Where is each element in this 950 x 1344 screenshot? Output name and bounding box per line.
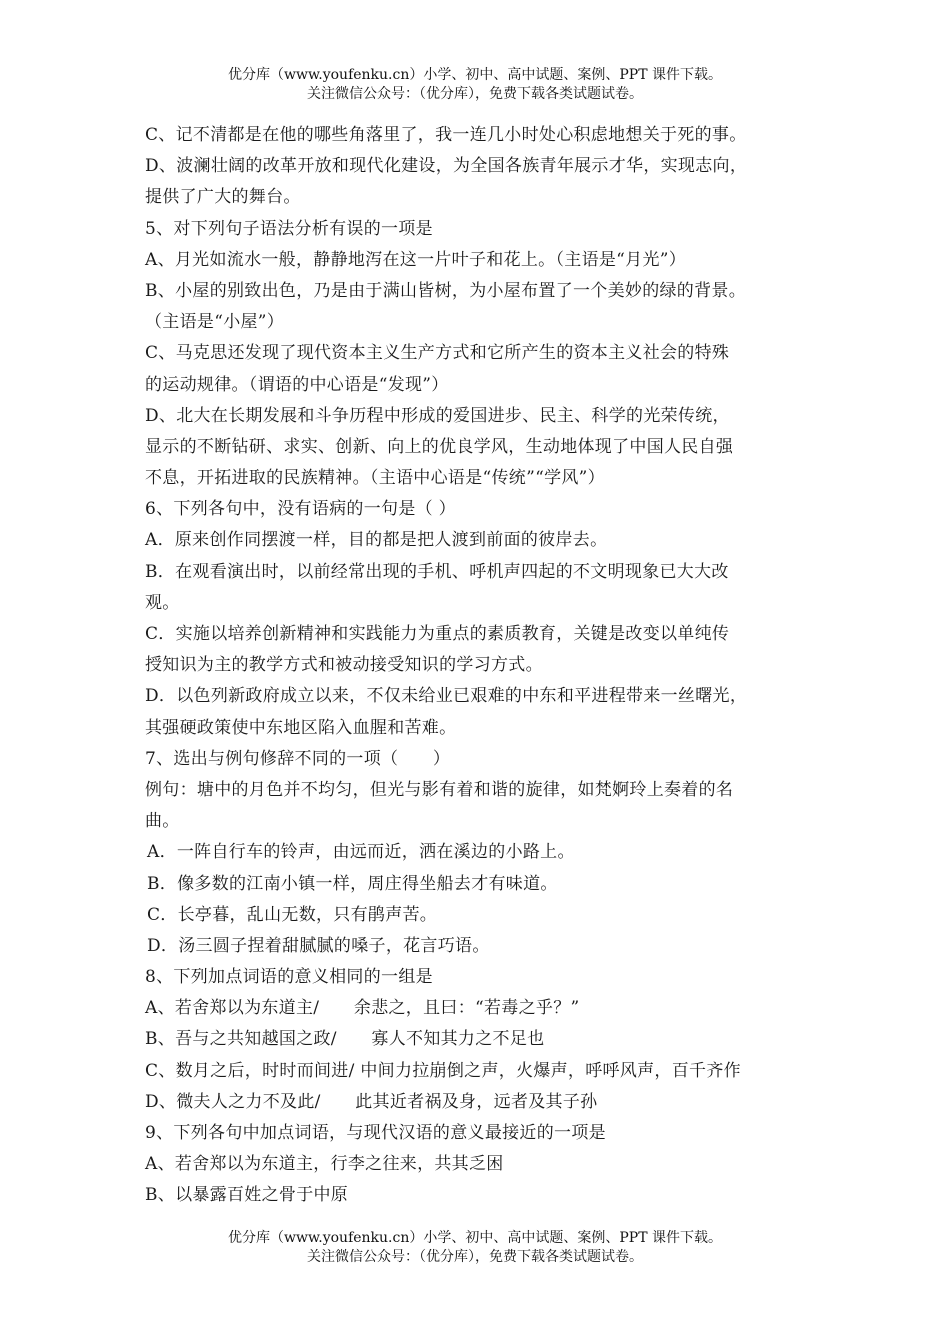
text-line: C、数月之后，时时而间进/ 中间力拉崩倒之声，火爆声，呼呼风声，百千齐作	[145, 1060, 741, 1081]
text-line: 的运动规律。（谓语的中心语是“发现”）	[145, 374, 449, 395]
text-line: C．实施以培养创新精神和实践能力为重点的素质教育，关键是改变以单纯传	[145, 624, 730, 644]
text-line: D、北大在长期发展和斗争历程中形成的爱国进步、民主、科学的光荣传统，	[145, 405, 730, 426]
question-7-heading: 7、选出与例句修辞不同的一项（ ）	[145, 748, 451, 769]
text-line: C、记不清都是在他的哪些角落里了，我一连几小时处心积虑地想关于死的事。	[145, 125, 747, 145]
text-line: 授知识为主的教学方式和被动接受知识的学习方式。	[145, 655, 543, 676]
question-9-heading: 9、下列各句中加点词语，与现代汉语的意义最接近的一项是	[145, 1123, 606, 1143]
text-line: 观。	[145, 592, 180, 613]
question-8-heading: 8、下列加点词语的意义相同的一组是	[145, 967, 433, 988]
text-line: B、吾与之共知越国之政/ 寡人不知其力之不足也	[145, 1029, 545, 1050]
text-line: C、马克思还发现了现代资本主义生产方式和它所产生的资本主义社会的特殊	[145, 343, 730, 364]
text-line: （主语是“小屋”）	[145, 312, 285, 333]
header-line-1: 优分库（www.youfenku.cn）小学、初中、高中试题、案例、PPT 课件下载。	[227, 67, 722, 83]
text-line: B、以暴露百姓之骨于中原	[145, 1185, 349, 1206]
page-footer	[0, 1229, 950, 1267]
text-line: A、月光如流水一般，静静地泻在这一片叶子和花上。（主语是“月光”）	[145, 249, 687, 270]
document-body	[145, 120, 815, 1212]
footer-line-2: 关注微信公众号：（优分库），免费下载各类试题试卷。	[307, 1249, 643, 1265]
text-line: D、波澜壮阔的改革开放和现代化建设，为全国各族青年展示才华，实现志向，	[145, 156, 748, 177]
text-line: B．在观看演出时，以前经常出现的手机、呼机声四起的不文明现象已大大改	[145, 561, 729, 582]
text-line: 曲。	[145, 811, 180, 832]
text-line: A．一阵自行车的铃声，由远而近，洒在溪边的小路上。	[147, 842, 575, 863]
text-line: D、微夫人之力不及此/ 此其近者祸及身，远者及其子孙	[145, 1091, 598, 1112]
text-line: A．原来创作同摆渡一样，目的都是把人渡到前面的彼岸去。	[145, 530, 608, 551]
text-line: B、小屋的别致出色，乃是由于满山皆树，为小屋布置了一个美妙的绿的背景。	[145, 280, 746, 301]
text-line: B．像多数的江南小镇一样，周庄得坐船去才有味道。	[147, 873, 558, 894]
text-line: C．长亭暮，乱山无数，只有鹃声苦。	[147, 904, 438, 925]
text-line: 不息，开拓进取的民族精神。（主语中心语是“传统”“学风”）	[145, 468, 605, 489]
footer-line-1: 优分库（www.youfenku.cn）小学、初中、高中试题、案例、PPT 课件下载。	[227, 1230, 722, 1246]
question-6-heading: 6、下列各句中，没有语病的一句是（ ）	[145, 499, 456, 520]
text-line: D．以色列新政府成立以来，不仅未给业已艰难的中东和平进程带来一丝曙光，	[145, 686, 748, 707]
text-line: 显示的不断钻研、求实、创新、向上的优良学风，生动地体现了中国人民自强	[145, 436, 734, 457]
text-line: A、若舍郑以为东道主/ 余悲之，且曰：“若毒之乎？”	[145, 998, 580, 1019]
page-header	[0, 66, 950, 104]
header-line-2: 关注微信公众号：（优分库），免费下载各类试题试卷。	[307, 86, 643, 102]
text-line: 例句：塘中的月色并不均匀，但光与影有着和谐的旋律，如梵婀玲上奏着的名	[145, 779, 734, 800]
text-line: D．汤三圆子捏着甜腻腻的嗓子，花言巧语。	[147, 935, 490, 956]
text-line: 提供了广大的舞台。	[145, 187, 301, 208]
text-line: A、若舍郑以为东道主，行李之往来，共其乏困	[145, 1154, 504, 1175]
question-5-heading: 5、对下列句子语法分析有误的一项是	[145, 218, 433, 239]
text-line: 其强硬政策使中东地区陷入血腥和苦难。	[145, 717, 457, 738]
